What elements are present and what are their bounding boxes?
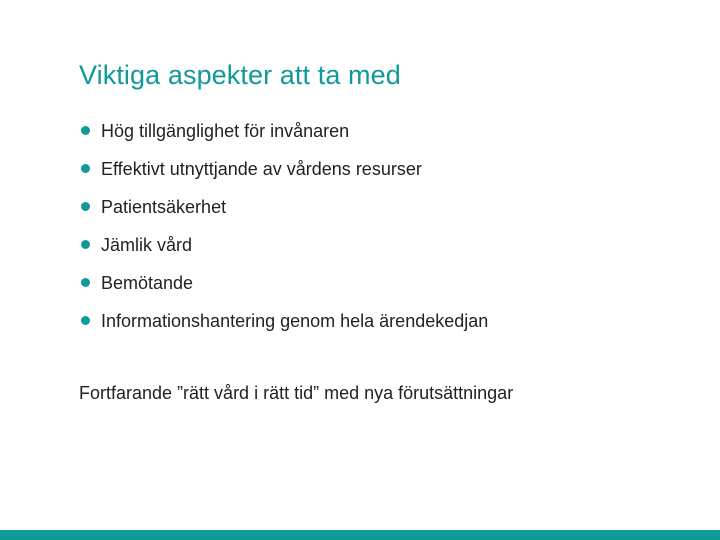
bullet-item (80, 112, 488, 150)
bullet-text: Bemötande (101, 273, 194, 293)
closing-statement: Fortfarande ”rätt vård i rätt tid” med nya förutsättningar (79, 383, 514, 403)
bullet-text: Jämlik vård (101, 235, 193, 255)
bullet-dot-icon (81, 126, 90, 135)
bullet-list (80, 112, 488, 340)
bullet-dot-icon (81, 202, 90, 211)
bullet-dot-icon (81, 278, 90, 287)
bullet-dot-icon (81, 164, 90, 173)
bullet-text: Effektivt utnyttjande av vårdens resurser (101, 159, 422, 179)
bullet-item (80, 264, 488, 302)
bullet-dot-icon (81, 240, 90, 249)
bullet-dot-icon (81, 316, 90, 325)
bullet-item (80, 150, 488, 188)
slide-title: Viktiga aspekter att ta med (79, 60, 401, 90)
bullet-item (80, 302, 488, 340)
bullet-item (80, 188, 488, 226)
bullet-text: Informationshantering genom hela ärendekedjan (101, 311, 489, 331)
bullet-item (80, 226, 488, 264)
bullet-text: Hög tillgänglighet för invånaren (101, 121, 350, 141)
bullet-text: Patientsäkerhet (101, 197, 227, 217)
footer-accent-bar (0, 530, 720, 540)
